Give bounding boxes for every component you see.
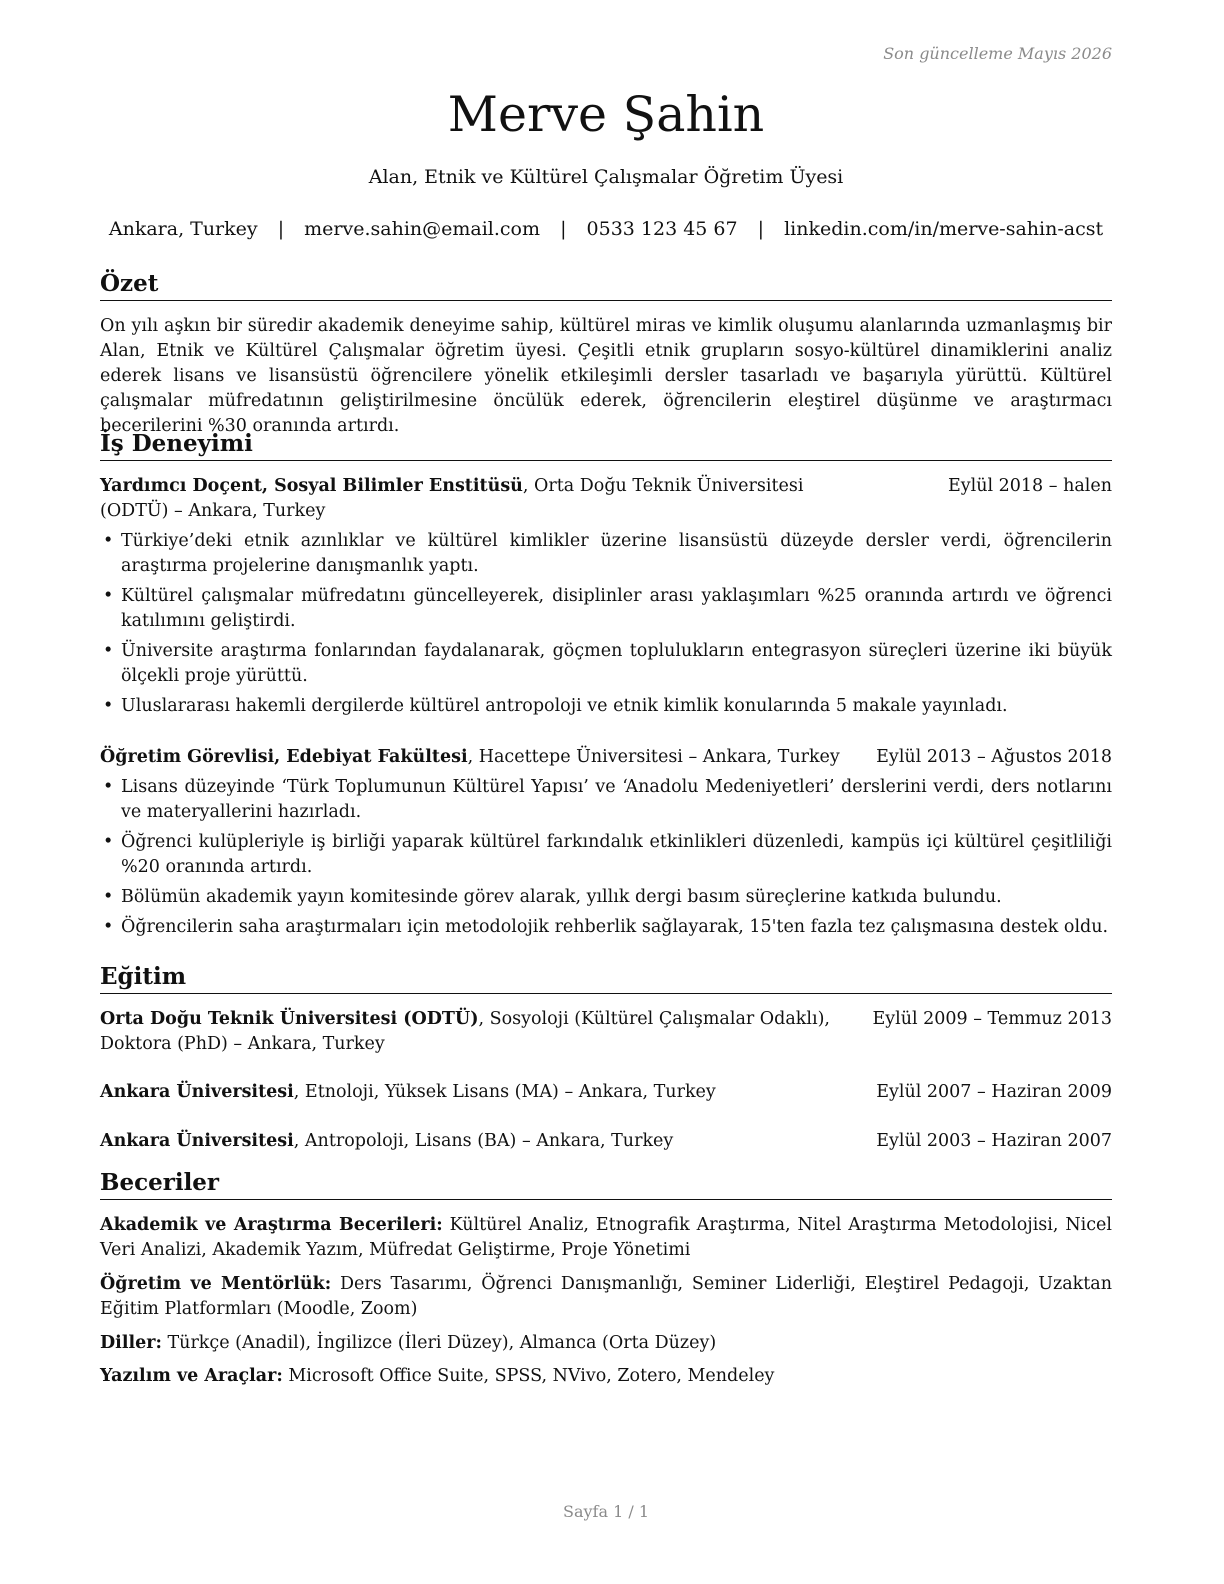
section-title-education: Eğitim — [100, 963, 1112, 994]
list-item: • Lisans düzeyinde ‘Türk Toplumunun Kültürel Yapısı’ ve ‘Anadolu Medeniyetleri’ derslerini verdi, ders notlarını ve materyallerini hazırladı. — [100, 775, 1112, 825]
resume-page — [100, 0, 1112, 1584]
job-dates: Eylül 2018 – halen — [942, 474, 1112, 499]
education-dates: Eylül 2003 – Haziran 2007 — [870, 1129, 1112, 1154]
list-item: • Öğrenci kulüpleriyle iş birliği yaparak kültürel farkındalık etkinlikleri düzenledi, kampüs içi kültürel çeşitliliği %20 oranında artırdı. — [100, 830, 1112, 880]
last-updated: Son güncelleme Mayıs 2026 — [883, 44, 1112, 63]
education-school: Orta Doğu Teknik Üniversitesi (ODTÜ) — [100, 1009, 479, 1029]
job-header — [100, 474, 1112, 524]
skill-text: Türkçe (Anadil), İngilizce (İleri Düzey), Almanca (Orta Düzey) — [161, 1333, 717, 1353]
list-item: • Türkiye’deki etnik azınlıklar ve kültürel kimlikler üzerine lisansüstü düzeyde dersler verdi, öğrencilerin araştırma projelerine danışmanlık yaptı. — [100, 529, 1112, 579]
contact-line — [100, 218, 1112, 240]
skill-row — [100, 1213, 1112, 1263]
skill-text: Kültürel Analiz, Etnografik Araştırma, Nitel Araştırma Metodolojisi, Nicel Veri Analizi, Akademik Yazım, Müfredat Geliştirme, Proje Yönetimi — [100, 1215, 1112, 1260]
section-title-experience: İş Deneyimi — [100, 430, 1112, 461]
job-dates: Eylül 2013 – Ağustos 2018 — [870, 745, 1112, 770]
job-bullets — [100, 529, 1112, 724]
contact-separator: | — [277, 218, 285, 240]
education-school: Ankara Üniversitesi — [100, 1082, 294, 1102]
contact-email[interactable]: merve.sahin@email.com — [304, 218, 541, 240]
contact-phone: 0533 123 45 67 — [586, 218, 738, 240]
job-header — [100, 745, 1112, 770]
contact-location: Ankara, Turkey — [108, 218, 258, 240]
contact-separator: | — [560, 218, 567, 240]
candidate-headline: Alan, Etnik ve Kültürel Çalışmalar Öğretim Üyesi — [368, 166, 844, 188]
education-item — [100, 1080, 1112, 1105]
education-detail: , Antropoloji, Lisans (BA) – Ankara, Turkey — [293, 1131, 674, 1151]
skill-label: Yazılım ve Araçlar: — [100, 1366, 283, 1386]
skill-row — [100, 1364, 1112, 1389]
education-detail: , Sosyoloji (Kültürel Çalışmalar Odaklı), Doktora (PhD) – Ankara, Turkey — [100, 1009, 830, 1054]
job-org: , Hacettepe Üniversitesi – Ankara, Turkey — [467, 747, 840, 767]
contact-linkedin[interactable]: linkedin.com/in/merve-sahin-acst — [784, 218, 1104, 240]
skill-label: Öğretim ve Mentörlük: — [100, 1274, 332, 1294]
job-org: , Orta Doğu Teknik Üniversitesi (ODTÜ) – Ankara, Turkey — [100, 476, 804, 521]
skill-label: Diller: — [100, 1333, 162, 1353]
job-role: Öğretim Görevlisi, Edebiyat Fakültesi — [100, 747, 468, 767]
summary-text: On yılı aşkın bir süredir akademik deneyime sahip, kültürel miras ve kimlik oluşumu alanlarında uzmanlaşmış bir Alan, Etnik ve Kültürel Çalışmalar öğretim üyesi. Çeşitli etnik grupların sosyo-kültürel dinamiklerini analiz ederek lisans ve lisansüstü öğrencilere yönelik etkileşimli dersler tasarladı ve başarıyla yürüttü. Kültürel çalışmalar müfredatının geliştirilmesine öncülük ederek, öğrencilerin eleştirel düşünme ve araştırmacı becerilerini %30 oranında artırdı. — [100, 316, 1112, 436]
job-role: Yardımcı Doçent, Sosyal Bilimler Enstitüsü — [100, 476, 523, 496]
skill-row — [100, 1331, 1112, 1356]
contact-separator: | — [757, 218, 765, 240]
section-title-summary: Özet — [100, 270, 1112, 301]
education-school: Ankara Üniversitesi — [100, 1131, 294, 1151]
skill-row — [100, 1272, 1112, 1322]
list-item: • Uluslararası hakemli dergilerde kültürel antropoloji ve etnik kimlik konularında 5 makale yayınladı. — [100, 694, 1112, 719]
education-dates: Eylül 2009 – Temmuz 2013 — [866, 1007, 1112, 1032]
list-item: • Üniversite araştırma fonlarından faydalanarak, göçmen toplulukların entegrasyon süreçleri üzerine iki büyük ölçekli proje yürüttü. — [100, 639, 1112, 689]
list-item: • Kültürel çalışmalar müfredatını güncelleyerek, disiplinler arası yaklaşımları %25 oranında artırdı ve öğrenci katılımını geliştirdi. — [100, 584, 1112, 634]
skill-text: Microsoft Office Suite, SPSS, NVivo, Zotero, Mendeley — [282, 1366, 775, 1386]
list-item: • Öğrencilerin saha araştırmaları için metodolojik rehberlik sağlayarak, 15'ten fazla tez çalışmasına destek oldu. — [100, 915, 1112, 940]
section-title-skills: Beceriler — [100, 1169, 1112, 1200]
list-item: • Bölümün akademik yayın komitesinde görev alarak, yıllık dergi basım süreçlerine katkıda bulundu. — [100, 885, 1112, 910]
education-item — [100, 1129, 1112, 1154]
education-item — [100, 1007, 1112, 1057]
candidate-name: Merve Şahin — [447, 86, 765, 143]
skill-text: Ders Tasarımı, Öğrenci Danışmanlığı, Seminer Liderliği, Eleştirel Pedagoji, Uzaktan Eğitim Platformları (Moodle, Zoom) — [100, 1274, 1113, 1319]
education-dates: Eylül 2007 – Haziran 2009 — [870, 1080, 1112, 1105]
education-detail: , Etnoloji, Yüksek Lisans (MA) – Ankara, Turkey — [293, 1082, 716, 1102]
page-footer: Sayfa 1 / 1 — [562, 1502, 649, 1521]
skill-label: Akademik ve Araştırma Becerileri: — [100, 1215, 443, 1235]
job-bullets — [100, 775, 1112, 945]
